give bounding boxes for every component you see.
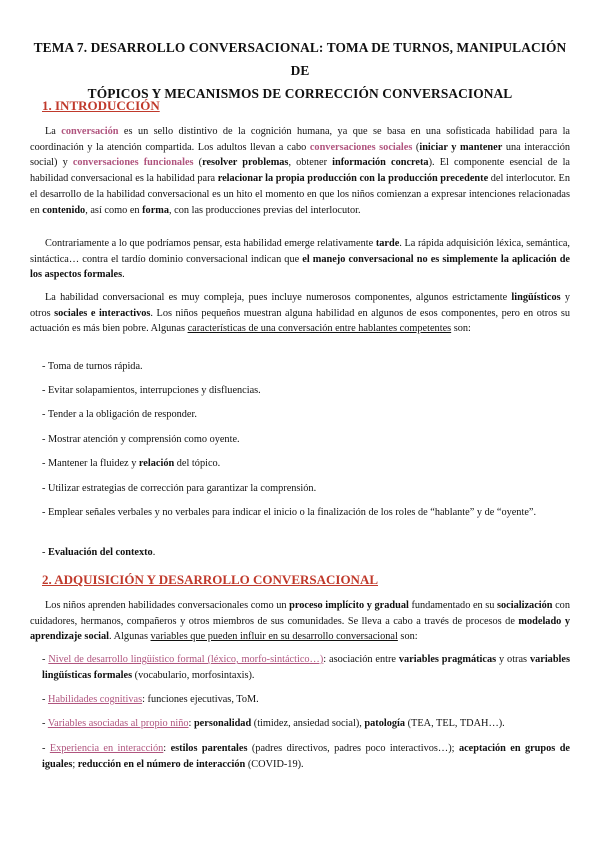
list-item: - Evitar solapamientos, interrupciones y disfluencias.	[42, 385, 261, 396]
variable-item-experiencia-interaccion: - Experiencia en interacción: estilos parentales (padres directivos, padres poco interactivos…); aceptación en grupos de iguales; reducción en el número de interacción (COVID-19).	[42, 743, 570, 770]
list-item: - Mostrar atención y comprensión como oyente.	[42, 434, 240, 445]
list-item: - Toma de turnos rápida.	[42, 361, 143, 372]
list-item: - Evaluación del contexto.	[42, 547, 156, 558]
list-item: - Utilizar estrategias de corrección para garantizar la comprensión.	[42, 483, 317, 494]
variable-item-propio-nino: - Variables asociadas al propio niño: personalidad (timidez, ansiedad social), patología (TEA, TEL, TDAH…).	[42, 718, 505, 729]
section-heading-introduccion: 1. INTRODUCCIÓN	[42, 98, 160, 113]
intro-paragraph-2: Contrariamente a lo que podríamos pensar, esta habilidad emerge relativamente tarde. La rápida adquisición léxica, semántica, sintáctica… contra el tardío dominio conversacional indican que el manejo conversacional no es simplemente la aplicación de los aspectos formales.	[30, 238, 571, 281]
variable-item-habilidades-cognitivas: - Habilidades cognitivas: funciones ejecutivas, ToM.	[42, 694, 259, 705]
title-line-1: TEMA 7. DESARROLLO CONVERSACIONAL: TOMA DE TURNOS, MANIPULACIÓN DE	[33, 40, 567, 78]
title-line-2: TÓPICOS Y MECANISMOS DE CORRECCIÓN CONVERSACIONAL	[87, 86, 513, 101]
list-item: - Tender a la obligación de responder.	[42, 409, 197, 420]
variable-item-nivel-linguistico: - Nivel de desarrollo lingüístico formal (léxico, morfo-sintáctico…): asociación entre variables pragmáticas y otras variables lingüísticas formales (vocabulario, morfosintaxis).	[42, 654, 570, 681]
section2-paragraph-1: Los niños aprenden habilidades conversacionales como un proceso implícito y gradual fundamentado en su socialización con cuidadores, hermanos, compañeros y otros miembros de sus comunidades. Se lleva a cabo a través de procesos de modelado y aprendizaje social. Algunas variables que pueden influir en su desarrollo conversacional son:	[30, 600, 570, 643]
intro-paragraph-1: La conversación es un sello distintivo de la cognición humana, ya que se basa en una sofisticada habilidad para la coordinación y la atención compartida. Los adultos llevan a cabo conversaciones sociales (iniciar y mantener una interacción social) y conversaciones funcionales (resolver problemas, obtener información concreta). El componente esencial de la habilidad conversacional es la habilidad para relacionar la propia producción con la producción precedente del interlocutor. En el desarrollo de la habilidad conversacional es un hito el momento en que los niños comienzan a expresar intenciones relacionadas en contenido, así como en forma, con las producciones previas del interlocutor.	[30, 126, 570, 216]
list-item: - Emplear señales verbales y no verbales para indicar el inicio o la finalización de los roles de “hablante” y de “oyente”.	[42, 507, 537, 518]
document-title	[30, 36, 570, 105]
list-item: - Mantener la fluidez y relación del tópico.	[42, 458, 221, 469]
section-heading-adquisicion: 2. ADQUISICIÓN Y DESARROLLO CONVERSACIONAL	[42, 572, 379, 587]
intro-paragraph-3: La habilidad conversacional es muy compleja, pues incluye numerosos componentes, algunos estrictamente lingüísticos y otros sociales e interactivos. Los niños pequeños muestran alguna habilidad en algunos de esos componentes, pero en otros su actuación es más bien pobre. Algunas características de una conversación entre hablantes competentes son:	[30, 292, 570, 335]
